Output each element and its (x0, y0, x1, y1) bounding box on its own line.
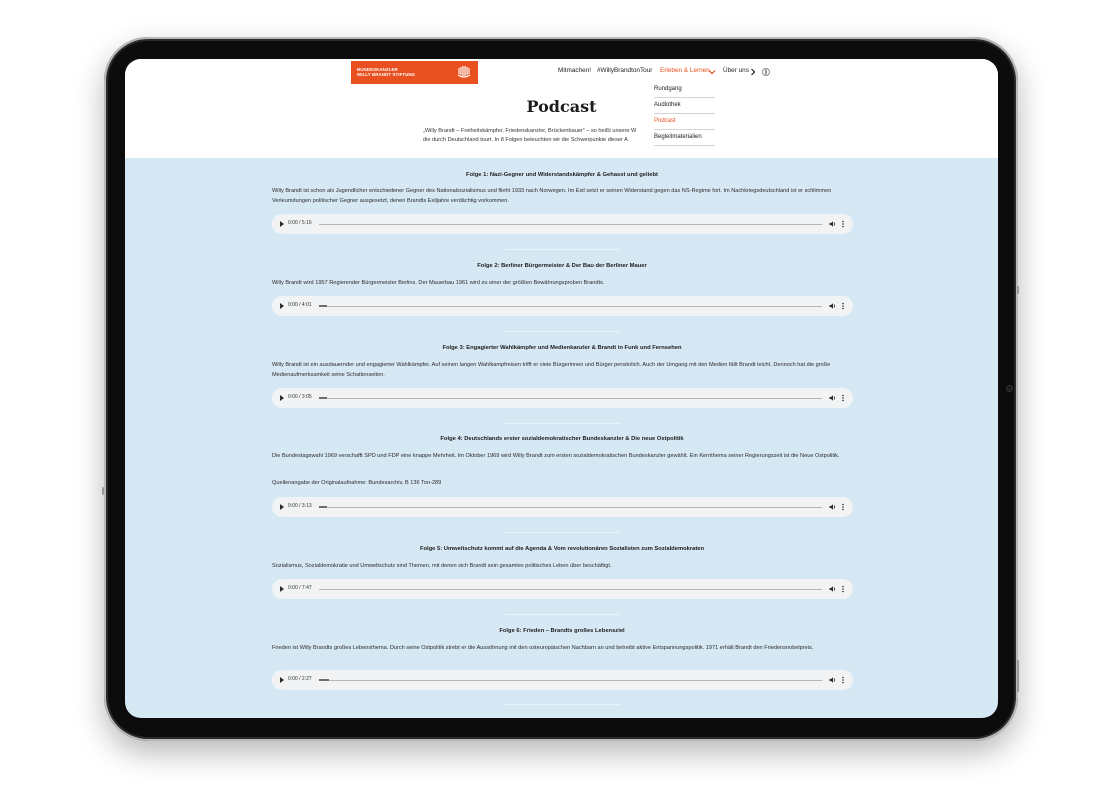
episode-title: Folge 6: Frieden – Brandts großes Lebensziel (499, 628, 625, 634)
site-logo[interactable] (351, 61, 478, 84)
episode-divider (505, 614, 620, 615)
play-icon[interactable] (280, 677, 284, 683)
nav-erleben-lernen[interactable]: Erleben & Lernen (660, 67, 710, 74)
chevron-down-icon (707, 67, 717, 77)
episode-description: Frieden ist Willy Brandts großes Lebensthema. Durch seine Ostpolitik strebt er die Aussöhnung mit den osteuropäischen Nachbarn an und betreibt aktive Entspannungspolitik. 1971 erhält Brandt den Friedensnobelpreis. (272, 645, 814, 651)
audio-player[interactable] (272, 388, 853, 408)
more-options-icon[interactable] (841, 585, 845, 593)
more-options-icon[interactable] (841, 676, 845, 684)
audio-progress-fill (319, 679, 329, 681)
episode-title: Folge 3: Engagierter Wahlkämpfer und Medienkanzler & Brandt in Funk und Fernsehen (442, 345, 682, 351)
play-icon[interactable] (280, 586, 284, 592)
nav-willybrandtontour[interactable]: #WillyBrandtonTour (597, 67, 653, 74)
submenu-item-begleitmaterialien[interactable]: Begleitmaterialien (654, 129, 715, 146)
language-globe-icon[interactable] (762, 68, 770, 76)
camera (1006, 385, 1013, 392)
submenu-item-rundgang[interactable]: Rundgang (654, 81, 715, 98)
episode-divider (505, 532, 620, 533)
volume-icon[interactable] (829, 503, 837, 511)
episode-description: Willy Brandt ist schon als Jugendlicher entschiedener Gegner des Nationalsozialismus und flieht 1933 nach Norwegen. Im Exil setzt er seinen Widerstand gegen das NS-Regime fort. Im Nachkriegsdeutschland ist er schlimmen Verleumdungen politischer Gegner ausgesetzt, denen Brandts Exiljahre verdächtig vorkommen. (272, 188, 832, 204)
play-icon[interactable] (280, 303, 284, 309)
audio-player[interactable] (272, 296, 853, 316)
intro-line-1: „Willy Brandt – Freiheitskämpfer, Friedenskanzler, Brückenbauer“ – so heißt unsere W (423, 128, 637, 134)
episode-description: Willy Brandt wird 1957 Regierender Bürgermeister Berlins. Der Mauerbau 1961 wird zu einer der größten Bewährungsproben Brandts. (272, 280, 605, 286)
play-icon[interactable] (280, 221, 284, 227)
nav-mitmachen[interactable]: Mitmachen! (558, 67, 592, 74)
audio-progress-fill (319, 397, 327, 399)
tablet-side-button (102, 487, 104, 495)
episode-description: Sozialismus, Sozialdemokratie und Umweltschutz sind Themen, mit denen sich Brandt sein gesamtes politisches Leben über beschäftigt. (272, 563, 612, 569)
audio-time: 0:00 / 4:01 (288, 302, 312, 308)
episode-title: Folge 5: Umweltschutz kommt auf die Agenda & Vom revolutionären Sozialisten zum Sozialdemokraten (419, 546, 705, 552)
episode-source: Quellenangabe der Originalaufnahme: Bundesarchiv, B 136 Ton-289 (272, 480, 442, 486)
logo-line-2: WILLY BRANDT STIFTUNG (357, 72, 416, 77)
logo-line-1: BUNDESKANZLER (357, 67, 398, 72)
volume-icon[interactable] (829, 302, 837, 310)
audio-player[interactable] (272, 497, 853, 517)
audio-progress-fill (319, 506, 327, 508)
audio-progress-track[interactable] (319, 398, 822, 399)
nav-ueber-uns[interactable]: Über uns (723, 67, 749, 74)
submenu-item-audiothek[interactable]: Audiothek (654, 97, 715, 114)
more-options-icon[interactable] (841, 394, 845, 402)
volume-icon[interactable] (829, 676, 837, 684)
audio-progress-track[interactable] (319, 507, 822, 508)
submenu-item-podcast[interactable]: Podcast (654, 113, 715, 130)
chevron-right-icon (748, 67, 758, 77)
play-icon[interactable] (280, 504, 284, 510)
tablet-side-button (1017, 286, 1019, 294)
episode-description: Willy Brandt ist ein ausdauernder und engagierter Wahlkämpfer. Auf seinen langen Wahlkampfreisen trifft er viele Bürgerinnen und Bürger persönlich. Auch der Umgang mit den Medien fällt Brandt leicht. Dennoch hat die große Medienaufmerksamkeit seine Schattenseiten. (272, 362, 831, 378)
tablet-side-button (1017, 660, 1019, 692)
episode-divider (505, 331, 620, 332)
browser-screen (125, 59, 998, 718)
volume-icon[interactable] (829, 220, 837, 228)
audio-time: 0:00 / 7:47 (288, 585, 312, 591)
volume-icon[interactable] (829, 585, 837, 593)
intro-line-2: die durch Deutschland tourt. In 8 Folgen beleuchten wir die Schwerpunkte dieser A (423, 137, 628, 143)
site-header (125, 59, 998, 158)
episode-description: Die Bundestagswahl 1969 verschafft SPD und FDP eine knappe Mehrheit. Im Oktober 1969 wird Willy Brandt zum ersten sozialdemokratischen Bundeskanzler gewählt. Ein Kernthema seiner Regierungszeit ist die Neue Ostpolitik. (272, 453, 840, 459)
episode-title: Folge 1: Nazi-Gegner und Widerstandskämpfer & Gehasst und geliebt (466, 172, 658, 178)
audio-progress-track[interactable] (319, 306, 822, 307)
play-icon[interactable] (280, 395, 284, 401)
brandt-emblem-icon (457, 65, 471, 79)
more-options-icon[interactable] (841, 220, 845, 228)
audio-time: 0:00 / 3:13 (288, 503, 312, 509)
audio-player[interactable] (272, 214, 853, 234)
audio-time: 0:00 / 5:16 (288, 220, 312, 226)
audio-progress-track[interactable] (319, 224, 822, 225)
episode-divider (505, 704, 620, 705)
page-title: Podcast (526, 97, 597, 116)
episode-title: Folge 2: Berliner Bürgermeister & Der Bau der Berliner Mauer (477, 263, 647, 269)
volume-icon[interactable] (829, 394, 837, 402)
more-options-icon[interactable] (841, 503, 845, 511)
audio-progress-fill (319, 305, 327, 307)
audio-time: 0:00 / 2:27 (288, 676, 312, 682)
episode-title: Folge 4: Deutschlands erster sozialdemokratischer Bundeskanzler & Die neue Ostpolitik (440, 436, 684, 442)
audio-progress-track[interactable] (319, 589, 822, 590)
episode-divider (505, 249, 620, 250)
episode-divider (505, 423, 620, 424)
more-options-icon[interactable] (841, 302, 845, 310)
audio-time: 0:00 / 3:05 (288, 394, 312, 400)
audio-progress-track[interactable] (319, 680, 822, 681)
audio-player[interactable] (272, 579, 853, 599)
audio-player[interactable] (272, 670, 853, 690)
